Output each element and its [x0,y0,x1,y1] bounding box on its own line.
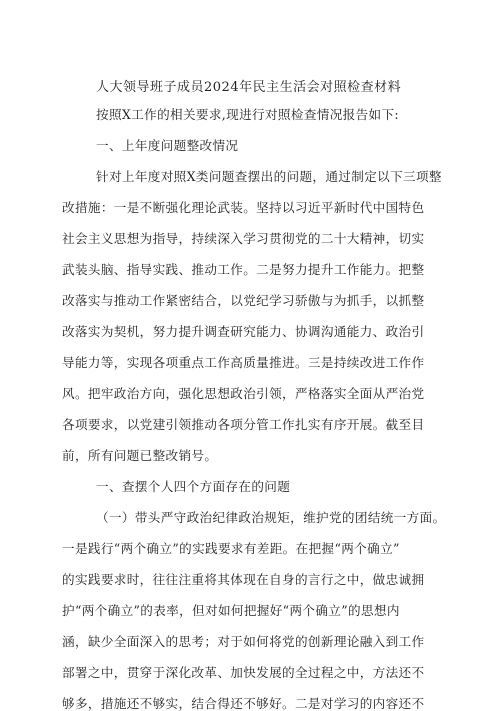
text-line: 风。把牢政治方向，强化思想政治引领，严格落实全面从严治党 [62,386,425,401]
text-line: 前，所有问题已整改销号。 [62,448,218,463]
text-line: 武装头脑、指导实践、推动工作。二是努力提升工作能力。把整 [62,262,425,277]
text-line: 导能力等，实现各项重点工作高质量推进。三是持续改进工作作 [62,355,425,370]
text-line: 按照X工作的相关要求,现进行对照检查情况报告如下: [96,107,400,122]
document-title: 人大领导班子成员2024年民主生活会对照检查材料 [96,80,402,95]
text-line: 护“两个确立”的表率，但对如何把握好“两个确立”的思想内 [62,603,400,618]
text-line: 改落实与推动工作紧密结合，以党纪学习骄傲与为抓手，以抓整 [62,293,425,308]
text-line: 针对上年度对照X类问题查摆出的问题，通过制定以下三项整 [96,169,442,184]
text-line: 改措施：一是不断强化理论武装。坚持以习近平新时代中国特色 [62,200,425,215]
section-heading: 一、上年度问题整改情况 [96,138,239,153]
text-line: （一）带头严守政治纪律政治规矩，维护党的团结统一方面。 [96,510,446,525]
text-line: 涵，缺少全面深入的思考；对于如何将党的创新理论融入到工作 [62,634,425,649]
text-line: 的实践要求时，往往注重将其体现在自身的言行之中，做忠诚拥 [62,572,425,587]
text-line: 社会主义思想为指导，持续深入学习贯彻党的二十大精神，切实 [62,231,425,246]
text-line: 部署之中，贯穿于深化改革、加快发展的全过程之中，方法还不 [62,665,425,680]
text-line: 改落实为契机，努力提升调查研究能力、协调沟通能力、政治引 [62,324,425,339]
text-line: 各项要求，以党建引领推动各项分管工作扎实有序开展。截至目 [62,417,425,432]
text-line: 够多，措施还不够实，结合得还不够好。二是对学习的内容还不 [62,696,425,711]
text-line: 一是践行“两个确立”的实践要求有差距。在把握“两个确立” [62,541,400,556]
section-heading: 一、查摆个人四个方面存在的问题 [96,479,291,494]
